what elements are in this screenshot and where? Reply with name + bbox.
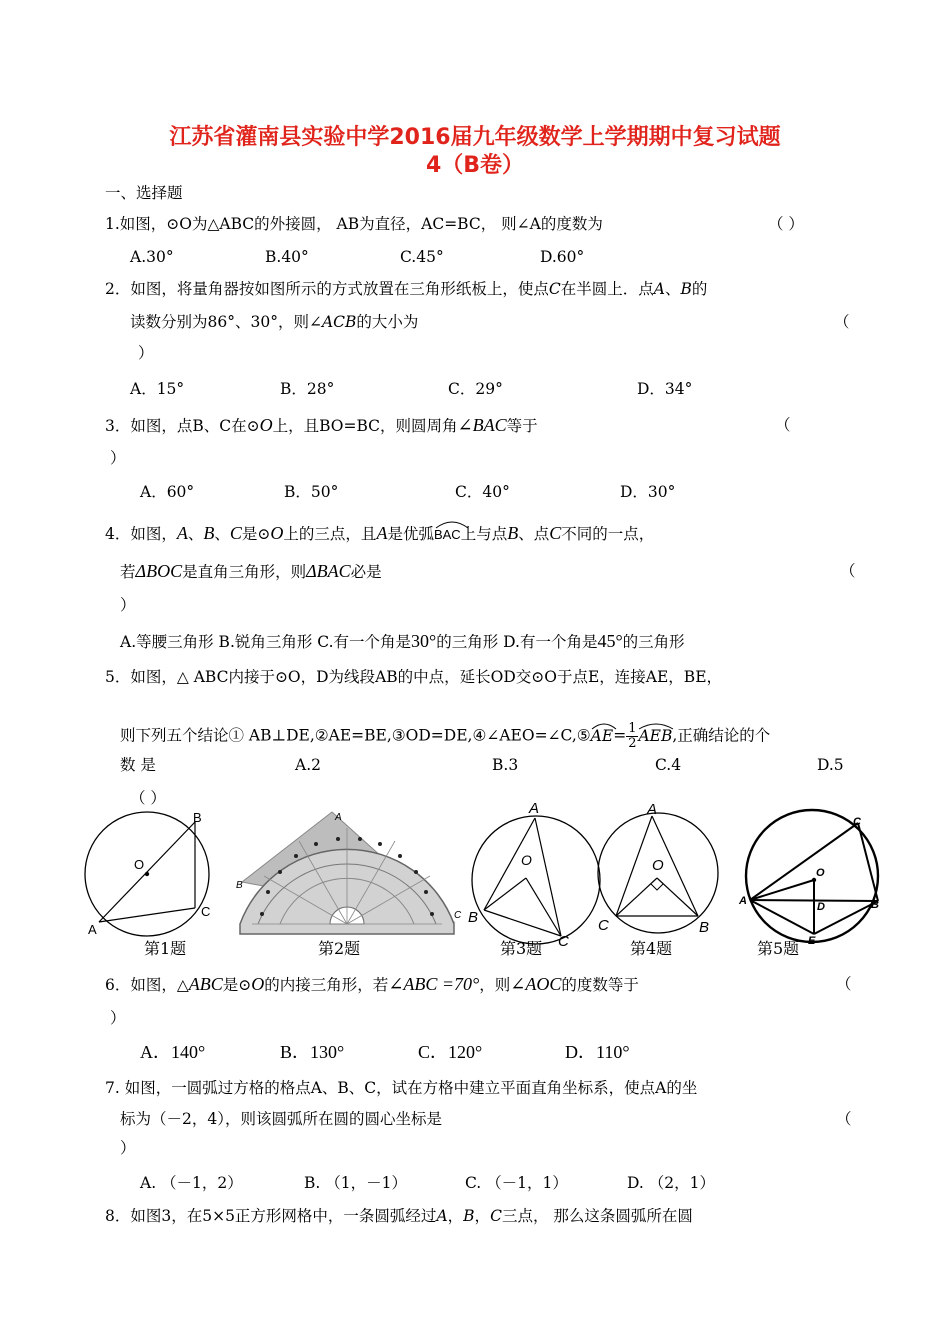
q7-option-c: C. （－1，1） — [465, 1174, 568, 1192]
figure-1 — [82, 806, 222, 946]
figure-5 — [736, 804, 892, 946]
fig4-label-a: A — [647, 801, 658, 818]
q5-fraction: $\frac{1}{2}$ — [628, 721, 637, 751]
q7-line1: 7. 如图，一圆弧过方格的格点A、B、C，试在方格中建立平面直角坐标系，使点A的坐 — [105, 1079, 698, 1097]
arc-mark-icon — [638, 722, 674, 730]
q3-paren-close: ） — [110, 449, 126, 467]
page-title-line1: 江苏省灌南县实验中学2016届九年级数学上学期期中复习试题 — [169, 125, 781, 150]
fig3-label-c: C — [558, 933, 569, 950]
q6-text: 6．如图，△ABC是⊙O的内接三角形，若∠ABC =70°，则∠AOC的度数等于 — [105, 974, 639, 994]
q6-paren-close: ） — [110, 1009, 126, 1027]
q2-option-d: D．34° — [637, 380, 693, 398]
figure-2 — [232, 806, 464, 938]
fig5-label-e: E — [808, 935, 816, 946]
q2-paren-close: ） — [138, 344, 154, 362]
figure-4 — [596, 798, 724, 940]
q5-arc-aeb: AEB — [638, 725, 672, 747]
section-heading: 一、选择题 — [105, 184, 183, 202]
q2-option-a: A．15° — [130, 380, 185, 398]
fig5-label-a: A — [739, 895, 747, 907]
q7-paren-open: （ — [836, 1110, 852, 1128]
q1-option-a: A.30° — [130, 248, 174, 266]
q6-option-b: B．130° — [280, 1042, 345, 1062]
q6-option-a: A．140° — [140, 1042, 206, 1062]
fig5-label-b: B — [871, 899, 879, 911]
q1-option-d: D.60° — [540, 248, 585, 266]
fig5-label-c: C — [853, 816, 861, 828]
fig4-label-c: C — [598, 917, 609, 934]
q7-option-d: D. （2，1） — [627, 1174, 715, 1192]
q8-text: 8．如图3，在5×5正方形网格中，一条圆弧经过A，B，C三点， 那么这条圆弧所在圆 — [105, 1207, 693, 1225]
caption-fig2: 第2题 — [318, 939, 361, 958]
q5-option-a: A.2 — [295, 756, 321, 774]
q7-line2: 标为（－2，4），则该圆弧所在圆的圆心坐标是 — [120, 1110, 442, 1128]
q6-paren-open: （ — [836, 975, 852, 993]
q7-paren-close: ） — [120, 1139, 136, 1157]
q1-paren: （ ） — [768, 215, 804, 233]
figure-3 — [466, 798, 604, 950]
q2-paren-open: （ — [834, 313, 850, 331]
caption-fig5: 第5题 — [757, 939, 800, 958]
fig2-label-b: B — [236, 880, 243, 891]
fig4-label-b: B — [699, 919, 710, 936]
q2-option-c: C．29° — [448, 380, 503, 398]
q6-option-d: D．110° — [565, 1042, 630, 1062]
q5-line3: 数 是 — [120, 756, 156, 774]
q1-text: 1.如图，⊙O为△ABC的外接圆， AB为直径，AC=BC， 则∠A的度数为 — [105, 215, 603, 233]
fig1-label-b: B — [193, 810, 202, 825]
q5-paren: （ ） — [130, 789, 166, 807]
fig3-label-b: B — [468, 909, 479, 926]
q3-option-d: D．30° — [620, 483, 676, 501]
q6-option-c: C．120° — [418, 1042, 483, 1062]
q7-option-b: B. （1，－1） — [304, 1174, 407, 1192]
arc-mark-icon — [434, 519, 470, 529]
q4-line1: 4．如图，A、B、C是⊙O上的三点，且A是优弧 BAC上与点B、点C不同的一点， — [105, 522, 654, 546]
q3-option-a: A．60° — [140, 483, 195, 501]
caption-fig1: 第1题 — [144, 939, 187, 958]
q3-option-b: B．50° — [284, 483, 339, 501]
q4-arc-label: BAC — [434, 523, 461, 546]
caption-fig4: 第4题 — [630, 939, 673, 958]
q5-option-b: B.3 — [492, 756, 519, 774]
q1-option-c: C.45° — [400, 248, 444, 266]
q5-line1: 5．如图，△ ABC内接于⊙O，D为线段AB的中点，延长OD交⊙O于点E，连接AE，BE， — [105, 668, 723, 686]
fig1-label-a: A — [88, 922, 97, 937]
caption-fig3: 第3题 — [500, 939, 543, 958]
q3-text: 3．如图，点B、C在⊙O上，且BO=BC，则圆周角∠BAC等于 — [105, 415, 538, 435]
fig4-label-o: O — [652, 857, 664, 874]
q4-line2: 若ΔBOC是直角三角形，则ΔBAC必是 — [120, 561, 382, 581]
q2-option-b: B．28° — [280, 380, 335, 398]
q2-line2: 读数分别为86°、30°，则∠ACB的大小为 — [130, 313, 419, 331]
fig1-label-o: O — [134, 857, 145, 872]
q2-line1: 2．如图，将量角器按如图所示的方式放置在三角形纸板上，使点C在半圆上．点A、B的 — [105, 280, 708, 298]
fig5-label-o: O — [816, 867, 825, 879]
q3-option-c: C．40° — [455, 483, 510, 501]
fig2-label-a: A — [335, 812, 342, 823]
fig1-label-c: C — [201, 904, 211, 919]
q4-paren-open: （ — [840, 562, 856, 580]
fig5-label-d: D — [817, 901, 825, 913]
q3-paren-open: （ — [775, 416, 791, 434]
page-title-line2: 4（B卷） — [425, 153, 525, 178]
q1-option-b: B.40° — [265, 248, 309, 266]
q5-option-d: D.5 — [817, 756, 844, 774]
q4-paren-close: ） — [120, 596, 136, 614]
fig2-label-c: C — [454, 910, 462, 921]
fig3-label-a: A — [529, 800, 540, 817]
q4-options: A.等腰三角形 B.锐角三角形 C.有一个角是30°的三角形 D.有一个角是45°的三角形 — [120, 631, 685, 651]
arc-mark-icon — [591, 722, 617, 730]
q5-line2: 则下列五个结论① AB⊥DE,②AE=BE,③OD=DE,④∠AEO=∠C,⑤ AE= $\frac{1}{2}$ AEB,正确结论的个 — [120, 721, 771, 751]
q7-option-a: A. （－1，2） — [140, 1174, 243, 1192]
q5-option-c: C.4 — [655, 756, 682, 774]
q5-arc-ae: AE — [591, 725, 614, 747]
fig3-label-o: O — [521, 852, 532, 868]
